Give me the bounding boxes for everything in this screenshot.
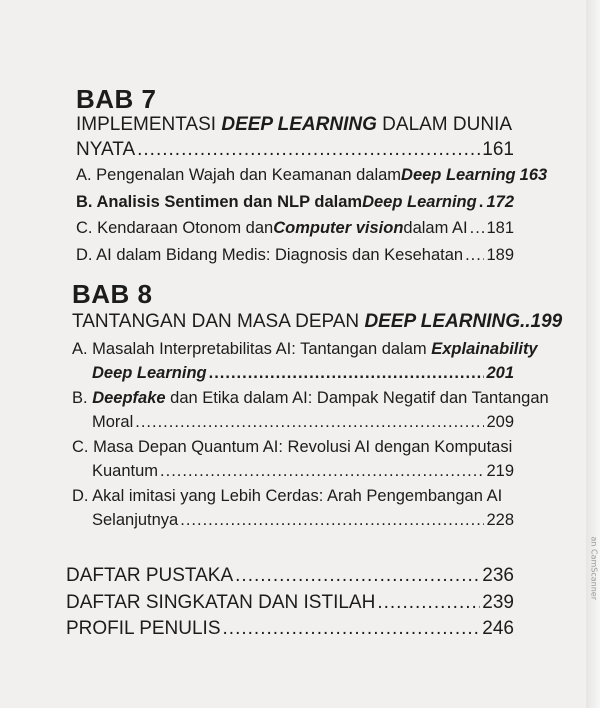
page-number: 172 <box>486 193 514 211</box>
toc-entry-7a[interactable]: A. Pengenalan Wajah dan Keamanan dalam Deep Learning 163 <box>76 166 548 184</box>
toc-entry-7c[interactable]: C. Kendaraan Otonom dan Computer vision dalam AI ..... 181 <box>76 219 514 238</box>
chapter-7-title: IMPLEMENTASI DEEP LEARNING DALAM DUNIA <box>76 114 513 135</box>
page-number: 199 <box>530 311 563 332</box>
dot-leader <box>235 565 480 587</box>
page-edge <box>586 0 600 708</box>
page-number: 228 <box>486 511 514 529</box>
dot-leader <box>465 246 484 265</box>
toc-entry-profil-penulis[interactable]: PROFIL PENULIS ..... 246 <box>66 618 514 640</box>
page-number: 189 <box>486 246 514 264</box>
dot-leader <box>137 139 480 161</box>
page-number: 161 <box>482 139 514 160</box>
page-number: 219 <box>486 462 514 480</box>
toc-entry-8c-line2[interactable]: Kuantum ..... 219 <box>92 462 514 481</box>
dot-leader <box>479 193 485 212</box>
chapter-8-heading: BAB 8 <box>72 279 153 309</box>
page-number: 209 <box>486 413 514 431</box>
dot-leader <box>160 462 484 481</box>
scanner-watermark: an CamScanner <box>590 536 599 600</box>
page-number: 181 <box>486 219 514 237</box>
toc-entry-8b-line2[interactable]: Moral ..... 209 <box>92 413 514 432</box>
chapter-7-title-line2[interactable]: NYATA ..... 161 <box>76 139 514 161</box>
page-number: 163 <box>519 166 548 184</box>
toc-entry-8d-line1[interactable]: D. Akal imitasi yang Lebih Cerdas: Arah Pengembangan AI <box>72 487 503 505</box>
dot-leader <box>470 219 485 238</box>
toc-entry-8a-line2[interactable]: Deep Learning ..... 201 <box>92 364 514 383</box>
chapter-7-heading: BAB 7 <box>76 84 157 114</box>
page-number: 201 <box>486 364 514 382</box>
dot-leader <box>135 413 484 432</box>
page-number: 246 <box>482 618 514 639</box>
chapter-8-title[interactable]: TANTANGAN DAN MASA DEPAN DEEP LEARNING..199 <box>72 311 563 332</box>
toc-entry-daftar-pustaka[interactable]: DAFTAR PUSTAKA ..... 236 <box>66 565 514 587</box>
toc-entry-daftar-singkatan[interactable]: DAFTAR SINGKATAN DAN ISTILAH ..... 239 <box>66 592 514 614</box>
dot-leader <box>209 364 485 383</box>
toc-entry-7d[interactable]: D. AI dalam Bidang Medis: Diagnosis dan Kesehatan ..... 189 <box>76 246 514 265</box>
page-number: 236 <box>482 565 514 586</box>
toc-entry-8b-line1[interactable]: B. Deepfake dan Etika dalam AI: Dampak Negatif dan Tantangan <box>72 389 549 407</box>
dot-leader <box>377 592 480 614</box>
dot-leader <box>223 618 481 640</box>
dot-leader <box>180 511 484 530</box>
page-number: 239 <box>482 592 514 613</box>
toc-entry-8c-line1[interactable]: C. Masa Depan Quantum AI: Revolusi AI dengan Komputasi <box>72 438 513 456</box>
toc-entry-7b[interactable]: B. Analisis Sentimen dan NLP dalam Deep Learning ..... 172 <box>76 193 514 212</box>
toc-entry-8a-line1[interactable]: A. Masalah Interpretabilitas AI: Tantangan dalam Explainability <box>72 340 538 358</box>
toc-entry-8d-line2[interactable]: Selanjutnya ..... 228 <box>92 511 514 530</box>
